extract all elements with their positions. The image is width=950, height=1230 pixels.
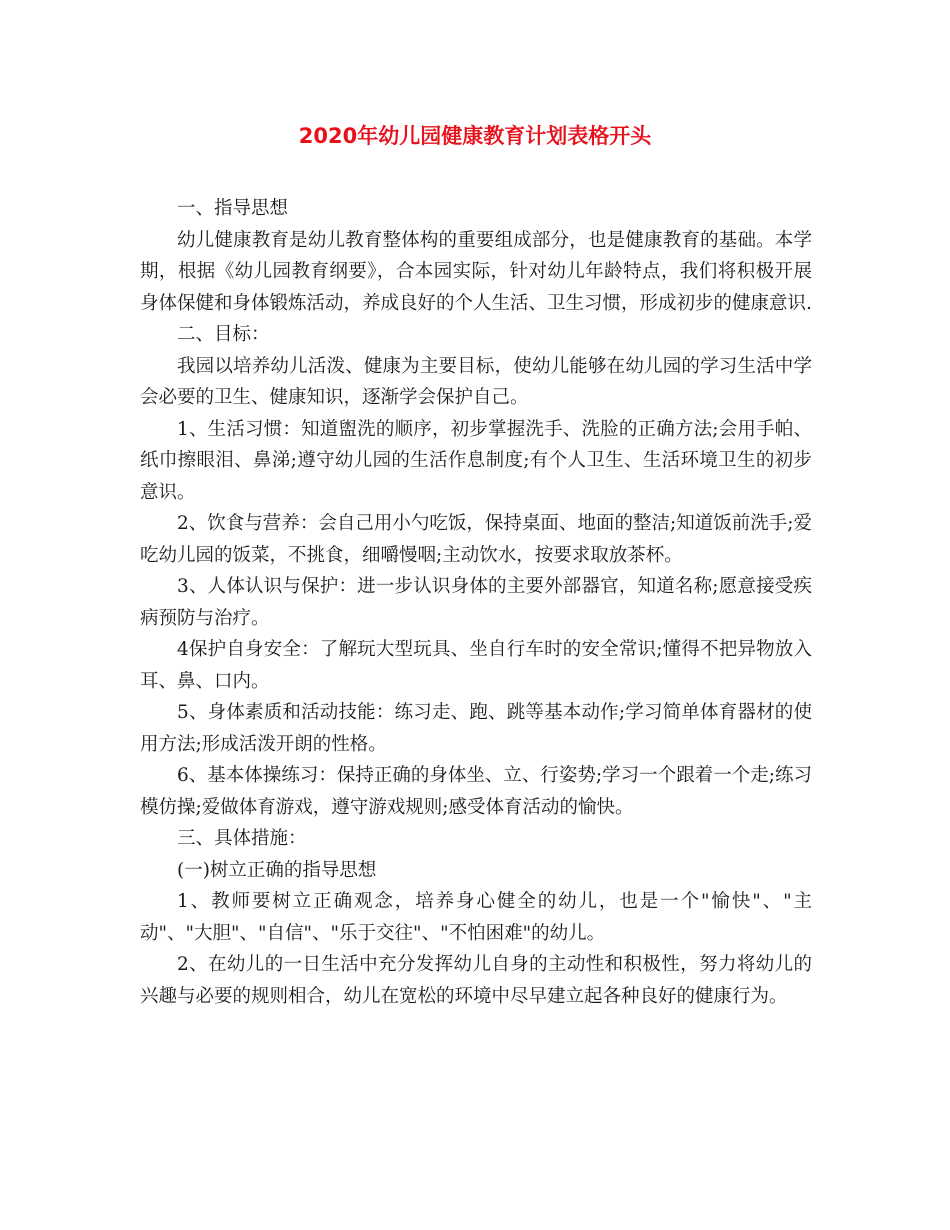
paragraph-goal-safety: 4保护自身安全：了解玩大型玩具、坐自行车时的安全常识;懂得不把异物放入耳、鼻、口内。 [140, 639, 812, 692]
document-body [140, 193, 812, 1012]
paragraph-goal-diet: 2、饮食与营养：会自己用小勺吃饭，保持桌面、地面的整洁;知道饭前洗手;爱吃幼儿园的饭菜，不挑食，细嚼慢咽;主动饮水，按要求取放茶杯。 [140, 513, 812, 566]
document-title: 2020年幼儿园健康教育计划表格开头 [298, 124, 652, 148]
paragraph-goal-body-awareness: 3、人体认识与保护：进一步认识身体的主要外部器官，知道名称;愿意接受疾病预防与治疗。 [140, 576, 812, 629]
subsection-heading-correct-thinking: (一)树立正确的指导思想 [177, 859, 377, 881]
section-heading-measures: 三、具体措施： [177, 828, 307, 849]
paragraph-measure-2: 2、在幼儿的一日生活中充分发挥幼儿自身的主动性和积极性，努力将幼儿的兴趣与必要的规则相合，幼儿在宽松的环境中尽早建立起各种良好的健康行为。 [140, 954, 812, 1007]
paragraph-goal-physical-skills: 5、身体素质和活动技能：练习走、跑、跳等基本动作;学习简单体育器材的使用方法;形成活泼开朗的性格。 [140, 702, 812, 755]
section-heading-goals: 二、目标： [177, 324, 270, 345]
paragraph-goal-living-habits: 1、生活习惯：知道盥洗的顺序，初步掌握洗手、洗脸的正确方法;会用手帕、纸巾擦眼泪、鼻涕;遵守幼儿园的生活作息制度;有个人卫生、生活环境卫生的初步意识。 [140, 418, 812, 503]
paragraph-goal-exercises: 6、基本体操练习：保持正确的身体坐、立、行姿势;学习一个跟着一个走;练习模仿操;爱做体育游戏，遵守游戏规则;感受体育活动的愉快。 [140, 765, 812, 818]
paragraph-guiding-thought: 幼儿健康教育是幼儿教育整体构的重要组成部分，也是健康教育的基础。本学期，根据《幼儿园教育纲要》，合本园实际，针对幼儿年龄特点，我们将积极开展身体保健和身体锻炼活动，养成良好的个人生活、卫生习惯，形成初步的健康意识. [140, 229, 812, 314]
paragraph-goals-intro: 我园以培养幼儿活泼、健康为主要目标，使幼儿能够在幼儿园的学习生活中学会必要的卫生、健康知识，逐渐学会保护自己。 [140, 355, 812, 408]
paragraph-measure-1: 1、教师要树立正确观念，培养身心健全的幼儿，也是一个"愉快"、"主动"、"大胆"、"自信"、"乐于交往"、"不怕困难"的幼儿。 [140, 891, 812, 944]
section-heading-guiding-thought: 一、指导思想 [177, 198, 289, 219]
